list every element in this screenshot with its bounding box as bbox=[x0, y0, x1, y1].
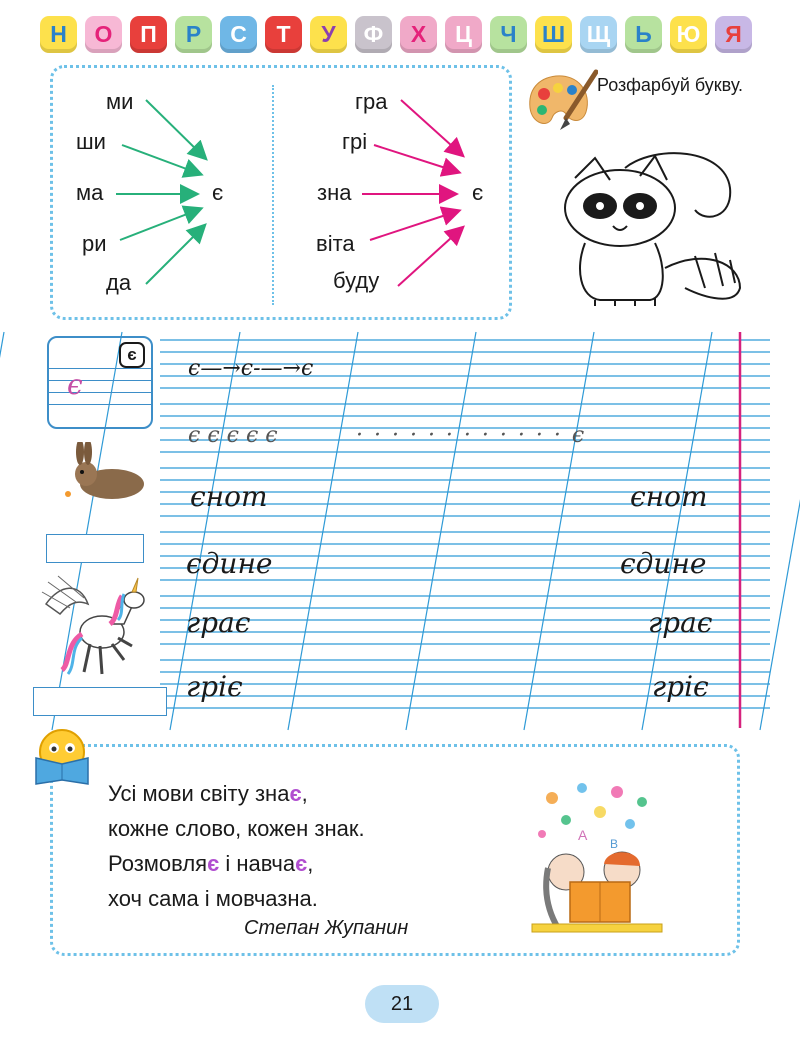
row5-end: грає bbox=[648, 606, 713, 639]
answer-box-hare[interactable] bbox=[46, 534, 144, 563]
poem-text: хоч сама і мовчазна. bbox=[108, 886, 318, 911]
alphabet-letter-tile: Ц bbox=[445, 16, 482, 53]
alphabet-letter-tile: Ь bbox=[625, 16, 662, 53]
alphabet-letter-tile: Ш bbox=[535, 16, 572, 53]
highlight-letter: є bbox=[295, 851, 308, 876]
syllable-right-1: гра bbox=[355, 89, 388, 114]
row2-end: · · · · · · · · · · · · є bbox=[356, 423, 587, 448]
model-letter-script: є bbox=[67, 368, 83, 401]
alphabet-letter-tile: Н bbox=[40, 16, 77, 53]
answer-box-unicorn[interactable] bbox=[33, 687, 167, 716]
svg-text:B: B bbox=[610, 837, 619, 851]
syllable-right-4: віта bbox=[316, 231, 355, 256]
syllable-left-3: ма bbox=[76, 180, 104, 205]
slant-line bbox=[0, 332, 4, 730]
coloring-task-text: Розфарбуй букву. bbox=[597, 75, 744, 95]
slant-line bbox=[288, 332, 358, 730]
poem-text: , bbox=[307, 851, 314, 876]
target-letter-left: є bbox=[212, 180, 224, 205]
poem-line-1 bbox=[108, 776, 365, 811]
alphabet-letter-tile: Ю bbox=[670, 16, 707, 53]
syllable-left-2: ши bbox=[76, 129, 106, 154]
pegasus-unicorn-icon bbox=[40, 574, 150, 679]
row4-end: єдине bbox=[620, 547, 707, 580]
row6-start: гріє bbox=[186, 670, 243, 703]
alphabet-letter-tile: Ч bbox=[490, 16, 527, 53]
poem-text: кожне слово, кожен знак. bbox=[108, 816, 365, 841]
row6-end: гріє bbox=[652, 670, 709, 703]
alphabet-letter-tile: С bbox=[220, 16, 257, 53]
hare-icon bbox=[60, 442, 150, 502]
alphabet-letter-tile: Х bbox=[400, 16, 437, 53]
slant-line bbox=[760, 332, 800, 730]
row1-start: є—→є-—→є bbox=[188, 356, 314, 381]
poem-line-3 bbox=[108, 846, 365, 881]
syllable-right-3: зна bbox=[317, 180, 352, 205]
letter-card bbox=[47, 336, 153, 429]
syllable-left-1: ми bbox=[106, 89, 134, 114]
highlight-letter: є bbox=[289, 781, 302, 806]
poem-line-4 bbox=[108, 881, 365, 916]
syllable-left-5: да bbox=[106, 270, 132, 295]
page-number: 21 bbox=[365, 985, 439, 1023]
row2-start: є є є є є bbox=[188, 423, 278, 448]
reading-emoji-icon bbox=[30, 728, 100, 786]
row5-start: грає bbox=[186, 606, 251, 639]
poem-line-2 bbox=[108, 811, 365, 846]
poem-author: Степан Жупанин bbox=[244, 917, 409, 939]
alphabet-letter-tile: Т bbox=[265, 16, 302, 53]
poem-text: і навча bbox=[219, 851, 296, 876]
alphabet-letter-tile: У bbox=[310, 16, 347, 53]
alphabet-letter-tile: О bbox=[85, 16, 122, 53]
slant-line bbox=[406, 332, 476, 730]
poem bbox=[108, 776, 365, 916]
row3-start: єнот bbox=[190, 480, 268, 513]
children-reading-icon bbox=[522, 778, 672, 938]
alphabet-letter-tile: П bbox=[130, 16, 167, 53]
highlight-letter: є bbox=[207, 851, 220, 876]
alphabet-letter-tile: Р bbox=[175, 16, 212, 53]
poem-text: , bbox=[301, 781, 308, 806]
target-letter-right: є bbox=[472, 180, 484, 205]
poem-text: Розмовля bbox=[108, 851, 208, 876]
alphabet-letter-tile: Щ bbox=[580, 16, 617, 53]
model-letter-print: є bbox=[119, 342, 145, 368]
row3-end: єнот bbox=[630, 480, 708, 513]
syllable-right-5: буду bbox=[333, 268, 380, 293]
poem-text: Усі мови світу зна bbox=[108, 781, 290, 806]
alphabet-letter-tile: Я bbox=[715, 16, 752, 53]
svg-text:A: A bbox=[578, 827, 588, 843]
row4-start: єдине bbox=[186, 547, 273, 580]
alphabet-letter-tile: Ф bbox=[355, 16, 392, 53]
syllable-right-2: грі bbox=[342, 129, 368, 154]
slant-line bbox=[524, 332, 594, 730]
syllable-left-4: ри bbox=[82, 231, 107, 256]
